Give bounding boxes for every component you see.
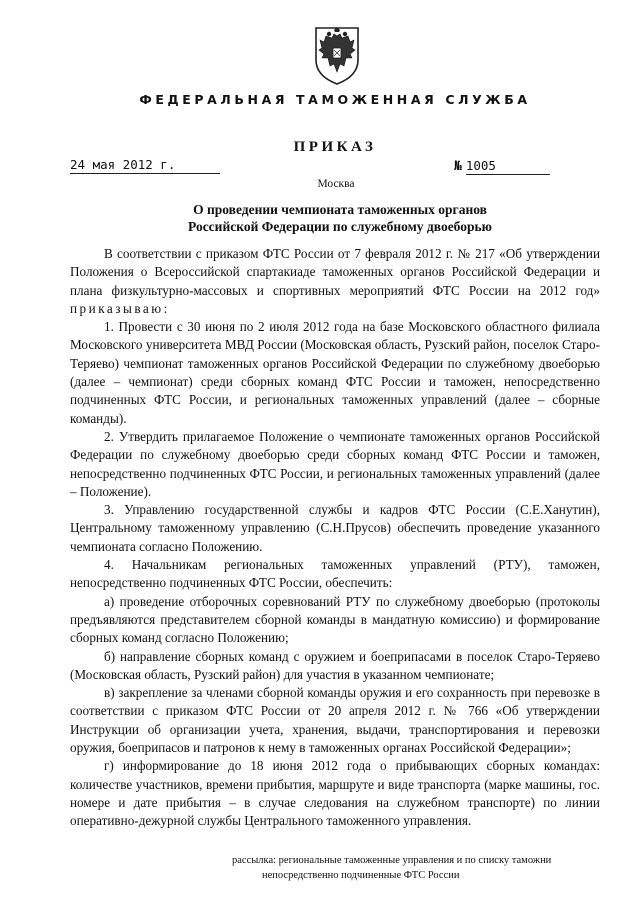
order-word: приказываю: [70, 300, 170, 316]
paragraph-4a: а) проведение отборочных соревнований РТУ по служебному двоеборью (протоколы предъявляются представителем сборной команды в мандатную комиссию) и формирование сборных команд согласно Положению; [70, 593, 600, 646]
subject-line-2: Российской Федерации по служебному двоеборью [188, 219, 492, 234]
subject-line-1: О проведении чемпионата таможенных органов [193, 202, 487, 217]
order-date: 24 мая 2012 г. [70, 157, 220, 174]
paragraph-2: 2. Утвердить прилагаемое Положение о чемпионате таможенных органов Российской Федерации по служебному двоеборью среди сборных команд ФТС России и таможен, непосредственно подчиненных ФТС России, и региональных таможенных управлений (далее – Положение). [70, 428, 600, 499]
paragraph-3: 3. Управлению государственной службы и кадров ФТС России (С.Е.Ханутин), Центральному таможенному управлению (С.Н.Прусов) обеспечить проведение указанного чемпионата согласно Положению. [70, 502, 600, 554]
preamble-text: В соответствии с приказом ФТС России от 7 февраля 2012 г. № 217 «Об утверждении Положения о Всероссийской спартакиаде таможенных органов Российской Федерации и плана физкультурно-массовых и спортивных мероприятий ФТС России на 2012 год» [70, 246, 600, 298]
order-number: 1005 [466, 158, 550, 175]
distribution-note [232, 853, 620, 883]
paragraph-4b: б) направление сборных команд с оружием и боеприпасами в поселок Старо-Теряево (Московская область, Рузский район) для участия в указанном чемпионате; [70, 648, 600, 682]
order-body [70, 245, 600, 831]
city-name: Москва [317, 178, 355, 190]
order-subject [80, 201, 600, 235]
number-sign: № [454, 159, 462, 174]
russian-double-headed-eagle-emblem-icon [312, 24, 362, 86]
paragraph-4c: в) закрепление за членами сборной команды оружия и его сохранность при перевозке в соответствии с приказом ФТС России от 20 апреля 2012 г. № 766 «Об утверждении Инструкции об организации учета, хранения, выдачи, транспортирования и перевозки оружия, боеприпасов и патронов к нему в таможенных органах Российской Федерации»; [70, 685, 600, 756]
paragraph-4: 4. Начальникам региональных таможенных управлений (РТУ), таможен, непосредственно подчиненных ФТС России, обеспечить: [70, 557, 600, 591]
distribution-line-2: непосредственно подчиненные ФТС России [262, 870, 460, 881]
distribution-line-1: рассылка: региональные таможенные управления и по списку таможни [232, 855, 552, 866]
preamble-paragraph [70, 245, 600, 318]
paragraph-1: 1. Провести с 30 июня по 2 июля 2012 года на базе Московского областного филиала Московского университета МВД России (Московская область, Рузский район, поселок Старо-Теряево) чемпионат таможенных органов Российской Федерации по служебному двоеборью (далее – чемпионат) среди сборных команд ФТС России и таможен, непосредственно подчиненных ФТС России, и региональных таможенных управлений (далее – сборные команды). [70, 319, 600, 426]
agency-name: ФЕДЕРАЛЬНАЯ ТАМОЖЕННАЯ СЛУЖБА [139, 92, 531, 107]
order-number-block [454, 157, 564, 175]
document-type-title: ПРИКАЗ [293, 139, 377, 155]
paragraph-4d: г) информирование до 18 июня 2012 года о прибывающих сборных командах: количестве участников, времени прибытия, маршруте и виде транспорта (марке машины, гос. номере и дате прибытия – в случае следования на служебном транспорте) по линии оперативно-дежурной службы Центрального таможенного управления. [70, 758, 600, 829]
